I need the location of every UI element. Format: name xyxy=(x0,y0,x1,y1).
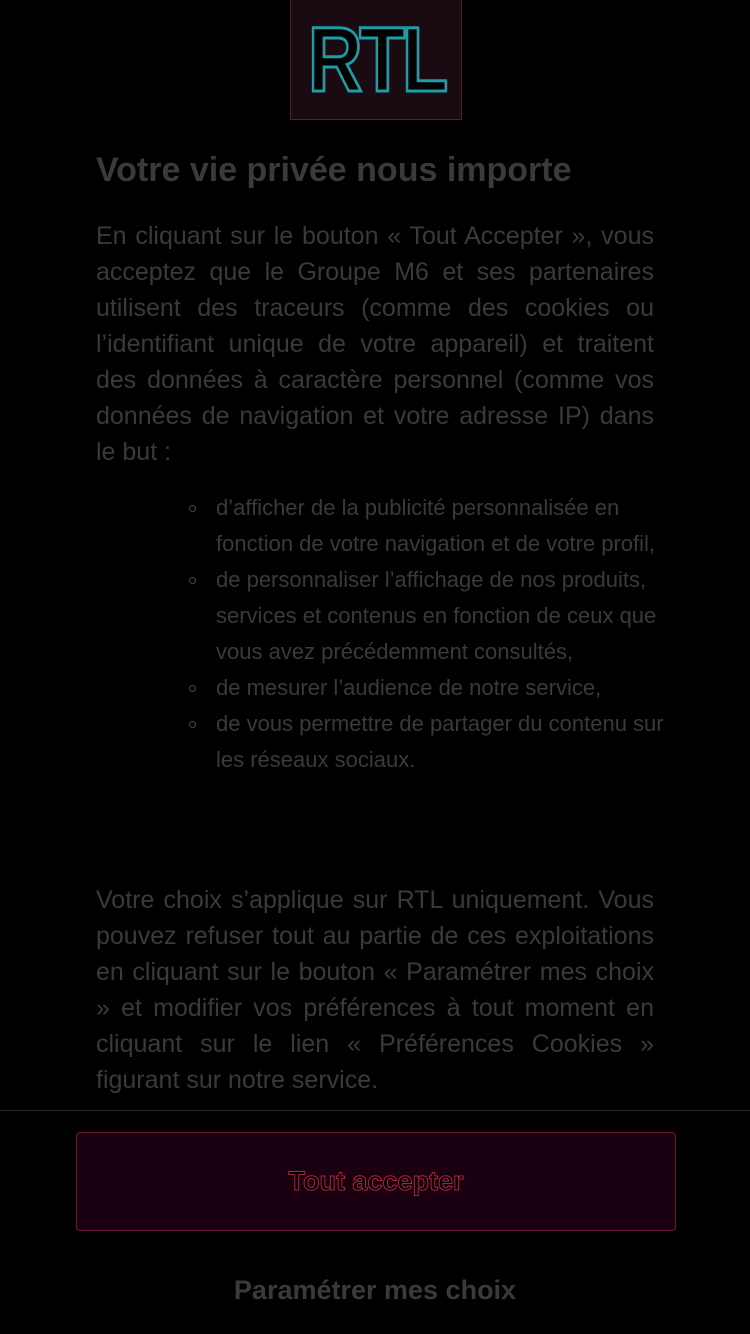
purpose-item-ads: d’afficher de la publicité personnalisée en fonction de votre navigation et de votre profil, xyxy=(216,490,676,562)
consent-intro-text: En cliquant sur le bouton « Tout Accepter », vous acceptez que le Groupe M6 et ses partenaires utilisent des traceurs (comme des cookies ou l’identifiant unique de votre appareil) et traitent des données à caractère personnel (comme vos données de navigation et votre adresse IP) dans le but : xyxy=(96,222,654,466)
consent-title: Votre vie privée nous importe xyxy=(96,151,572,189)
configure-choices-link[interactable]: Paramétrer mes choix xyxy=(233,1275,517,1305)
accept-all-button[interactable] xyxy=(76,1132,676,1231)
purpose-item-social: de vous permettre de partager du contenu sur les réseaux sociaux. xyxy=(216,706,676,778)
purpose-item-audience: de mesurer l’audience de notre service, xyxy=(216,670,676,706)
purpose-list xyxy=(186,490,676,778)
accept-all-label: Tout accepter xyxy=(288,1166,464,1196)
purpose-item-personalization: de personnaliser l’affichage de nos produits, services et contenus en fonction de ceux que vous avez précédemment consultés, xyxy=(216,562,676,670)
rtl-logo-text: RTL xyxy=(307,8,445,111)
consent-choice-text: Votre choix s’applique sur RTL uniquement. Vous pouvez refuser tout au partie de ces exploitations en cliquant sur le bouton « Paramétrer mes choix » et modifier vos préférences à tout moment en cliquant sur le lien « Préférences Cookies » figurant sur notre service. xyxy=(96,886,654,1094)
rtl-logo xyxy=(290,0,462,120)
